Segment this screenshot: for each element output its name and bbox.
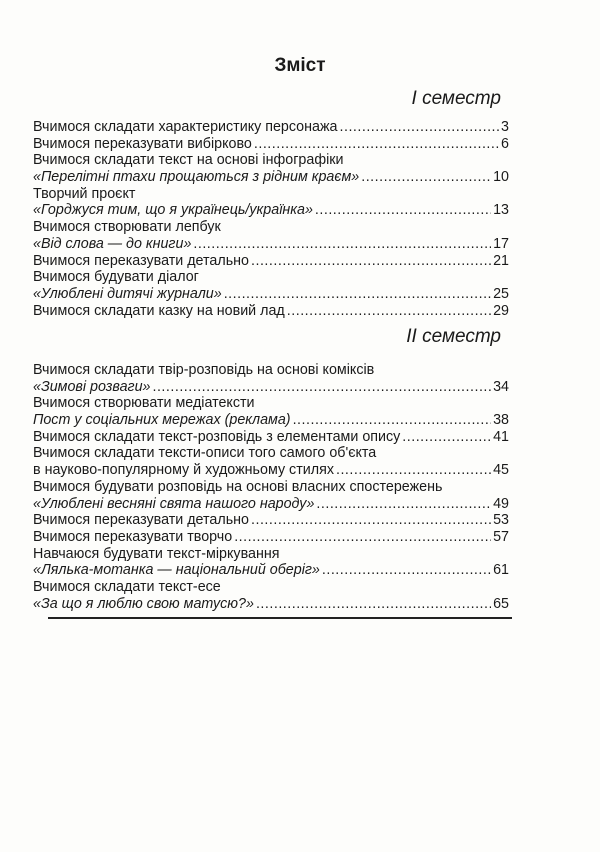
toc-entry-line [33, 253, 509, 270]
toc-entry-subtitle: «Горджуся тим, що я українець/українка» [33, 202, 313, 219]
toc-list-semester-2 [33, 362, 509, 612]
dot-leader [287, 303, 491, 320]
toc-entry-subtitle: Пост у соціальних мережах (реклама) [33, 412, 291, 429]
toc-entry-line [33, 462, 509, 479]
dot-leader [293, 412, 492, 429]
toc-entry-page: 45 [493, 462, 509, 479]
toc-entry-title: Вчимося складати тексти-описи того самого об'єкта [33, 445, 377, 462]
bottom-rule [48, 617, 512, 619]
toc-entry[interactable] [33, 546, 509, 579]
dot-leader [256, 596, 491, 613]
toc-entry-title-line [33, 269, 509, 286]
toc-entry[interactable] [33, 529, 509, 546]
section-heading-semester-1: І семестр [411, 88, 501, 109]
toc-entry[interactable] [33, 219, 509, 252]
toc-entry-line [33, 286, 509, 303]
toc-entry-title-line [33, 219, 509, 236]
toc-entry-page: 53 [493, 512, 509, 529]
dot-leader [224, 286, 491, 303]
toc-entry-title: Вчимося складати текст-есе [33, 578, 221, 595]
toc-entry-title: Навчаюся будувати текст-міркування [33, 545, 280, 562]
toc-entry-line [33, 379, 509, 396]
toc-entry-page: 17 [493, 235, 509, 252]
toc-entry-subtitle: «За що я люблю свою матусю?» [33, 595, 254, 612]
toc-entry-title: Вчимося створювати лепбук [33, 219, 221, 236]
toc-entry-title: Вчимося будувати розповідь на основі власних спостережень [33, 478, 443, 495]
dot-leader [315, 202, 491, 219]
toc-entry-title: Вчимося складати текст-розповідь з елементами опису [33, 428, 401, 445]
toc-entry-title: Вчимося переказувати детально [33, 512, 250, 529]
toc-entry[interactable] [33, 303, 509, 320]
toc-entry[interactable] [33, 362, 509, 395]
toc-entry-page: 13 [493, 202, 509, 219]
toc-entry-subtitle: «Зимові розваги» [33, 378, 151, 395]
toc-entry-line [33, 562, 509, 579]
toc-entry-title: Вчимося складати текст на основі інфографіки [33, 152, 344, 169]
toc-entry[interactable] [33, 395, 509, 428]
dot-leader [234, 529, 491, 546]
toc-entry-title: Вчимося переказувати творчо [33, 528, 233, 545]
toc-entry-title-line [33, 546, 509, 563]
toc-entry-subtitle: «Лялька-мотанка — національний оберіг» [33, 562, 320, 579]
toc-entry-line [33, 236, 509, 253]
toc-entry-line [33, 429, 509, 446]
toc-entry[interactable] [33, 269, 509, 302]
dot-leader [340, 119, 500, 136]
toc-entry-page: 34 [493, 378, 509, 395]
toc-entry-subtitle: «Улюблені весняні свята нашого народу» [33, 495, 315, 512]
toc-entry[interactable] [33, 136, 509, 153]
toc-entry[interactable] [33, 253, 509, 270]
toc-entry[interactable] [33, 579, 509, 612]
toc-entry-title: Вчимося будувати діалог [33, 269, 199, 286]
dot-leader [322, 562, 491, 579]
toc-entry-title: в науково-популярному й художньому стилях [33, 462, 334, 479]
toc-entry-page: 10 [493, 169, 509, 186]
toc-entry-line [33, 412, 509, 429]
toc-entry-line [33, 496, 509, 513]
toc-entry-page: 65 [493, 595, 509, 612]
toc-entry-page: 6 [501, 135, 509, 152]
dot-leader [193, 236, 491, 253]
toc-entry-title-line [33, 579, 509, 596]
toc-entry-page: 29 [493, 302, 509, 319]
toc-entry[interactable] [33, 445, 509, 478]
page-title: Зміст [274, 55, 326, 76]
toc-entry-title-line [33, 152, 509, 169]
dot-leader [336, 462, 491, 479]
toc-entry-subtitle: «Перелітні птахи прощаються з рідним краєм» [33, 169, 360, 186]
dot-leader [361, 169, 491, 186]
toc-entry-title: Вчимося переказувати вибірково [33, 135, 252, 152]
toc-entry-subtitle: «Від слова — до книги» [33, 235, 192, 252]
toc-entry-subtitle: «Улюблені дитячі журнали» [33, 285, 222, 302]
toc-entry-title-line [33, 479, 509, 496]
toc-entry-page: 49 [493, 495, 509, 512]
toc-entry-title: Вчимося складати казку на новий лад [33, 302, 285, 319]
dot-leader [254, 136, 499, 153]
dot-leader [402, 429, 491, 446]
toc-entry[interactable] [33, 119, 509, 136]
toc-entry-page: 25 [493, 285, 509, 302]
toc-entry-title-line [33, 445, 509, 462]
toc-entry-line [33, 136, 509, 153]
toc-entry[interactable] [33, 186, 509, 219]
toc-entry-line [33, 202, 509, 219]
toc-list-semester-1 [33, 119, 509, 319]
toc-entry-title: Творчий проєкт [33, 185, 136, 202]
toc-entry-line [33, 119, 509, 136]
toc-entry-title-line [33, 186, 509, 203]
dot-leader [316, 496, 491, 513]
toc-entry-line [33, 303, 509, 320]
toc-entry-line [33, 529, 509, 546]
toc-entry[interactable] [33, 512, 509, 529]
toc-entry-line [33, 596, 509, 613]
toc-entry[interactable] [33, 479, 509, 512]
section-heading-semester-2: ІІ семестр [406, 326, 501, 347]
dot-leader [152, 379, 491, 396]
toc-entry-page: 61 [493, 562, 509, 579]
toc-entry-line [33, 169, 509, 186]
toc-entry-page: 21 [493, 252, 509, 269]
toc-entry-page: 3 [501, 119, 509, 135]
toc-entry[interactable] [33, 429, 509, 446]
toc-entry-title: Вчимося створювати медіатексти [33, 395, 255, 412]
toc-entry-title: Вчимося переказувати детально [33, 252, 250, 269]
dot-leader [251, 253, 491, 270]
toc-entry-title-line [33, 395, 509, 412]
toc-entry-title: Вчимося складати характеристику персонажа [33, 119, 338, 135]
dot-leader [251, 512, 491, 529]
toc-entry-title-line [33, 362, 509, 379]
toc-entry-title: Вчимося складати твір-розповідь на основі коміксів [33, 362, 375, 378]
toc-entry-page: 41 [493, 428, 509, 445]
toc-entry-page: 38 [493, 412, 509, 429]
toc-entry-line [33, 512, 509, 529]
toc-entry[interactable] [33, 152, 509, 185]
toc-entry-page: 57 [493, 528, 509, 545]
